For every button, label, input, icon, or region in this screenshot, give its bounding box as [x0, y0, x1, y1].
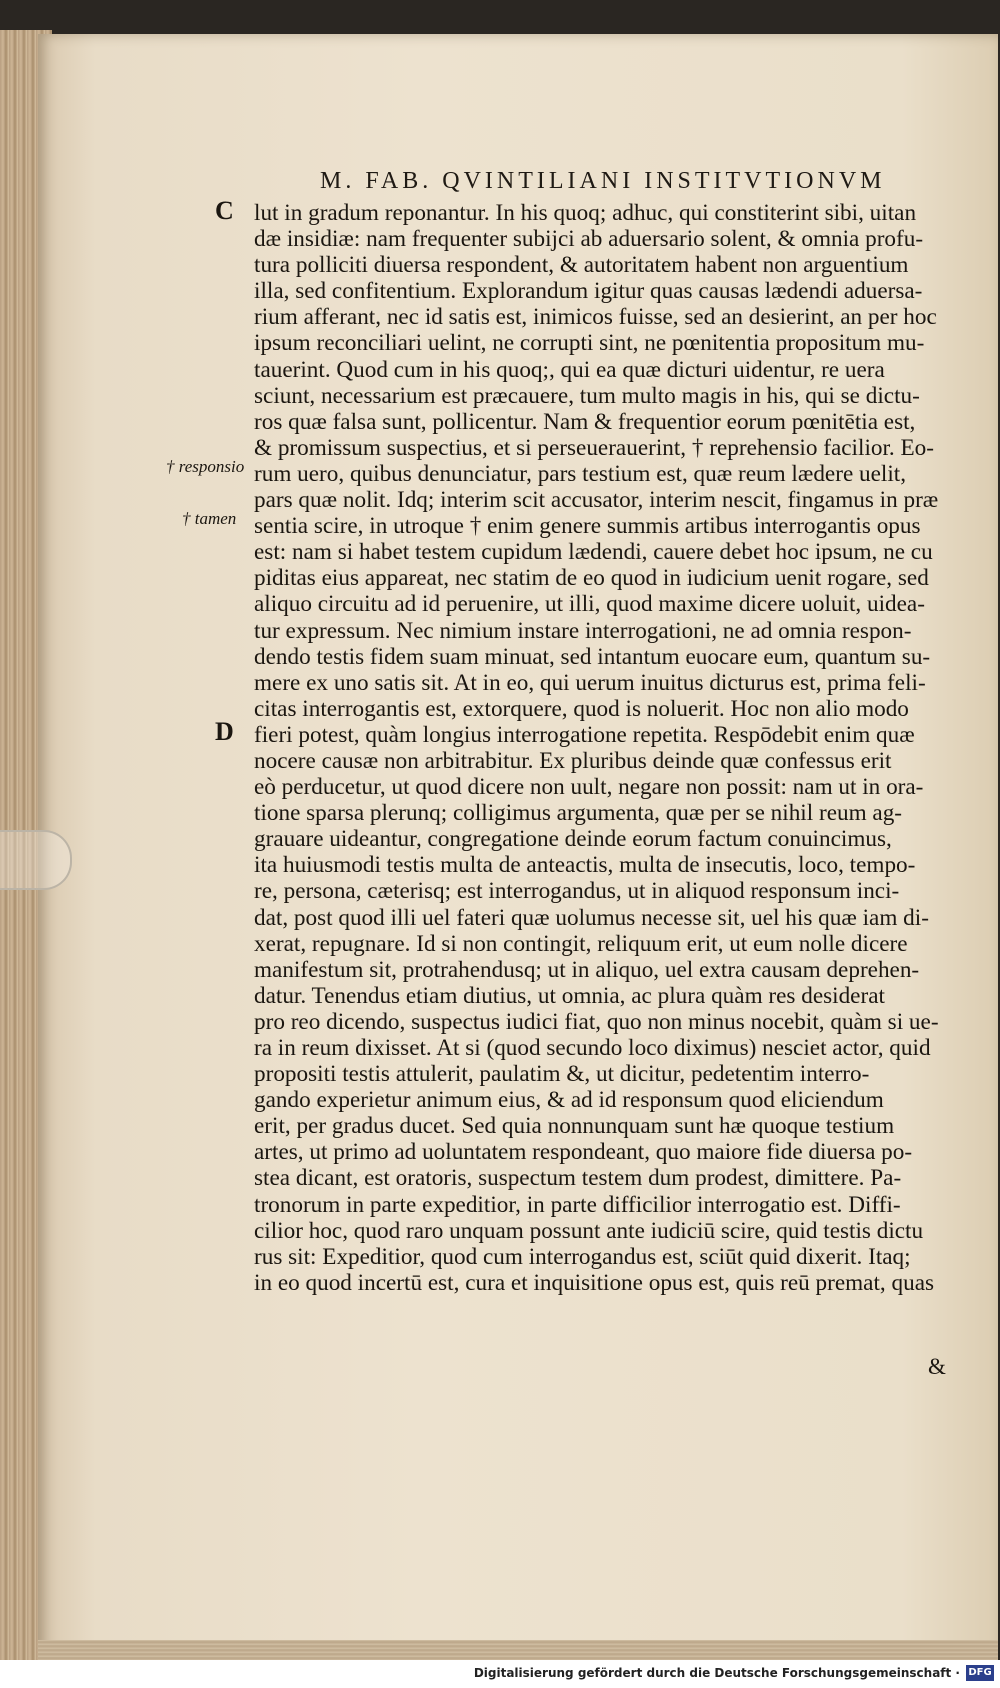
marginal-note-tamen: † tamen	[182, 509, 237, 528]
text-line: stea dicant, est oratoris, suspectum testem dum prodest, dimittere. Pa-	[254, 1165, 902, 1192]
marginal-note-responsio: † responsio	[166, 457, 245, 476]
text-line: dæ insidiæ: nam frequenter subijci ab aduersario solent, & omnia profu-	[254, 226, 924, 253]
section-mark-c: C	[215, 196, 234, 225]
text-line: propositi testis attulerit, paulatim &, ut dicitur, pedetentim interro-	[254, 1061, 870, 1088]
text-line: fieri potest, quàm longius interrogatione repetita. Respōdebit enim quæ	[254, 721, 915, 748]
text-line: grauare uideantur, congregatione deinde eorum factum conuincimus,	[254, 826, 892, 853]
text-line: piditas eius appareat, nec statim de eo quod in iudicium uenit rogare, sed	[254, 565, 929, 592]
text-line: est: nam si habet testem cupidum lædendi, cauere debet hoc ipsum, ne cu	[254, 539, 933, 566]
text-line: ra in reum dixisset. At si (quod secundo loco diximus) nesciet actor, quid	[254, 1035, 931, 1061]
text-line: in eo quod incertū est, cura et inquisitione opus est, quis reū premat, quas	[254, 1269, 935, 1296]
text-line: sciunt, necessarium est præcauere, tum multo magis in his, qui se dictu-	[254, 382, 920, 409]
text-line: ipsum reconciliari uelint, ne corrupti sint, ne pœnitentia propositum mu-	[254, 330, 925, 357]
text-line: artes, ut primo ad uoluntatem respondeant, quo maiore fide diuersa po-	[254, 1139, 913, 1166]
text-line: nocere causæ non arbitrabitur. Ex pluribus deinde quæ confessus erit	[254, 747, 892, 774]
footer-bar	[0, 1660, 1000, 1688]
text-line: tronorum in parte expeditior, in parte difficilior interrogatio est. Diffi-	[254, 1191, 901, 1218]
text-line: ita huiusmodi testis multa de anteactis, multa de insecutis, loco, tempo-	[254, 852, 916, 879]
text-line: illa, sed confitentium. Explorandum igitur quas causas lædendi aduersa-	[254, 278, 923, 305]
text-line: tione sparsa plerunq; colligimus argumenta, quæ per se nihil reum ag-	[254, 800, 903, 827]
text-line: tura polliciti diuersa respondent, & autoritatem habent non arguentium	[254, 252, 909, 279]
funding-credit: Digitalisierung gefördert durch die Deutsche Forschungsgemeinschaft ·	[473, 1666, 960, 1680]
text-line: tauerint. Quod cum in his quoq;, qui ea quæ dicturi uidentur, re uera	[254, 356, 885, 383]
section-mark-d: D	[215, 717, 234, 746]
page-clip	[0, 830, 72, 890]
text-line: cilior hoc, quod raro unquam possunt ante iudiciū scire, quid testis dictu	[254, 1217, 924, 1244]
text-line: rium afferant, nec id satis est, inimicos fuisse, sed an desierint, an per hoc	[254, 304, 937, 331]
text-line: xerat, repugnare. Id si non contingit, reliquum erit, ut eum nolle dicere	[254, 930, 908, 957]
text-line: mere ex uno satis sit. At in eo, qui uerum inuitus dicturus est, prima feli-	[254, 669, 926, 696]
text-line: eò perducetur, ut quod dicere non uult, negare non possit: nam ut in ora-	[254, 774, 924, 801]
text-line: rum uero, quibus denunciatur, pars testium est, quæ reum lædere uelit,	[254, 460, 907, 487]
body-text	[254, 200, 960, 1296]
page-bottom-edge	[38, 1640, 998, 1660]
text-line: sentia scire, in utroque † enim genere summis artibus interrogantis opus	[254, 513, 921, 540]
catchword: &	[928, 1354, 946, 1379]
text-line: & promissum suspectius, et si perseuerauerint, † reprehensio facilior. Eo-	[254, 434, 934, 461]
text-line: pars quæ nolit. Idq; interim scit accusator, interim nescit, fingamus in præ	[254, 487, 939, 514]
dfg-logo: DFG	[966, 1665, 994, 1681]
text-line: manifestum sit, protrahendusq; ut in aliquo, uel extra causam deprehen-	[254, 956, 920, 983]
text-line: erit, per gradus ducet. Sed quia nonnunquam sunt hæ quoque testium	[254, 1113, 895, 1140]
text-line: rus sit: Expeditior, quod cum interrogandus est, sciūt quid dixerit. Itaq;	[254, 1243, 911, 1270]
text-line: lut in gradum reponantur. In his quoq; adhuc, qui constiterint sibi, uitan	[254, 200, 917, 226]
text-line: datur. Tenendus etiam diutius, ut omnia, ac plura quàm res desiderat	[254, 982, 885, 1009]
running-head: M. FAB. QVINTILIANI INSTITVTIONVM	[320, 168, 886, 194]
text-line: citas interrogantis est, extorquere, quod is noluerit. Hoc non alio modo	[254, 695, 909, 722]
text-line: dat, post quod illi uel fateri quæ uolumus necesse sit, uel his quæ iam di-	[254, 904, 929, 931]
text-line: ros quæ falsa sunt, pollicentur. Nam & frequentior eorum pœnitētia est,	[254, 408, 916, 435]
text-line: dendo testis fidem suam minuat, sed intantum euocare eum, quantum su-	[254, 643, 931, 670]
text-line: re, persona, cæterisq; est interrogandus, ut in aliquod responsum inci-	[254, 878, 900, 905]
text-line: tur expressum. Nec nimium instare interrogationi, ne ad omnia respon-	[254, 617, 912, 644]
text-line: gando experietur animum eius, & ad id responsum quod eliciendum	[254, 1087, 884, 1114]
text-line: pro reo dicendo, suspectus iudici fiat, quo non minus nocebit, quàm si ue-	[254, 1008, 939, 1035]
text-line: aliquo circuitu ad id peruenire, ut illi, quod maxime dicere uoluit, uidea-	[254, 591, 925, 618]
